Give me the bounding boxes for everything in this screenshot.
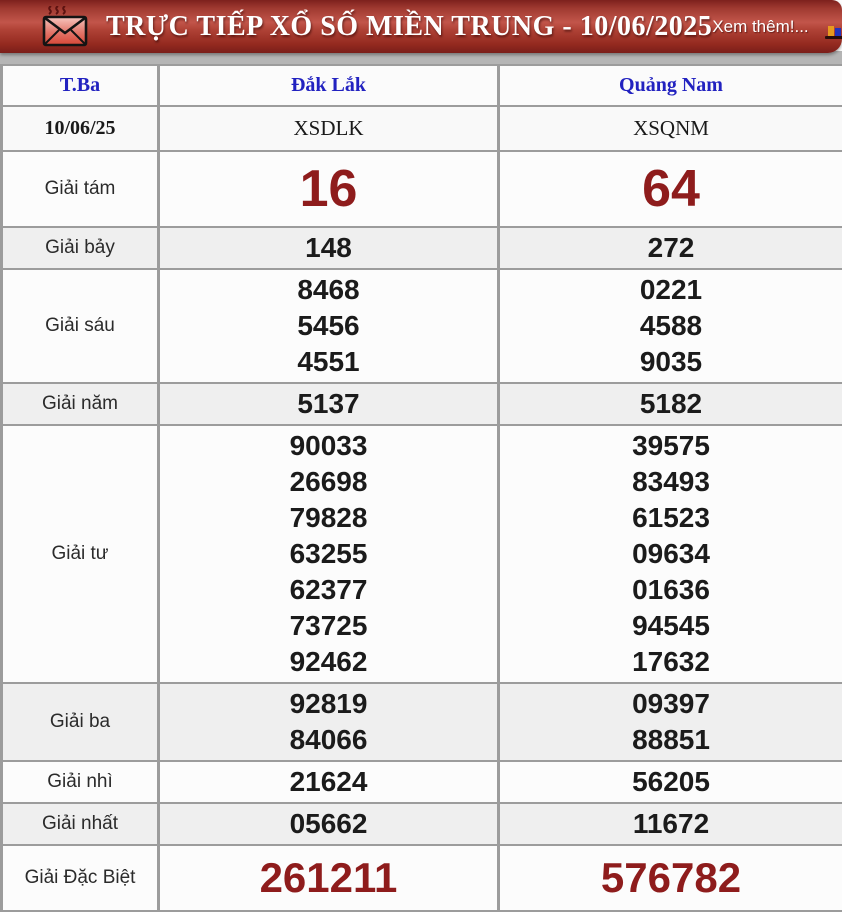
prize-number: 17632 <box>500 644 842 680</box>
prize-number: 261211 <box>160 848 497 908</box>
prize-row <box>2 761 842 803</box>
station-code-quangnam: XSQNM <box>499 106 842 151</box>
prize-number: 63255 <box>160 536 497 572</box>
prize-number: 9035 <box>500 344 842 380</box>
prize-row <box>2 269 842 383</box>
prize-number: 0221 <box>500 272 842 308</box>
prize-label: Giải tám <box>2 151 159 227</box>
results-table <box>0 64 842 912</box>
prize-label: Giải tư <box>2 425 159 683</box>
prize-row <box>2 683 842 761</box>
prize-row <box>2 425 842 683</box>
prize-number: 62377 <box>160 572 497 608</box>
prize-number: 92462 <box>160 644 497 680</box>
prize-number: 83493 <box>500 464 842 500</box>
date-row <box>2 106 842 151</box>
prize-values-daklak <box>159 683 499 761</box>
prize-number: 09397 <box>500 686 842 722</box>
weekday-row <box>2 65 842 106</box>
station-code-daklak: XSDLK <box>159 106 499 151</box>
prize-number: 61523 <box>500 500 842 536</box>
prize-values-daklak <box>159 803 499 845</box>
prize-number: 73725 <box>160 608 497 644</box>
prize-number: 56205 <box>500 764 842 800</box>
prize-values-daklak <box>159 227 499 269</box>
prize-values-quangnam <box>499 845 842 911</box>
prize-number: 05662 <box>160 806 497 842</box>
prize-label: Giải Đặc Biệt <box>2 845 159 911</box>
prize-label: Giải ba <box>2 683 159 761</box>
bar-chart-icon[interactable] <box>823 13 842 40</box>
prize-number: 01636 <box>500 572 842 608</box>
prize-number: 4588 <box>500 308 842 344</box>
prize-number: 272 <box>500 230 842 266</box>
prize-values-quangnam <box>499 227 842 269</box>
prize-number: 09634 <box>500 536 842 572</box>
prize-row <box>2 845 842 911</box>
prize-values-daklak <box>159 383 499 425</box>
prize-number: 64 <box>500 154 842 224</box>
prize-values-quangnam <box>499 425 842 683</box>
prize-number: 11672 <box>500 806 842 842</box>
prize-label: Giải bảy <box>2 227 159 269</box>
prize-number: 148 <box>160 230 497 266</box>
prize-label: Giải sáu <box>2 269 159 383</box>
prize-label: Giải nhất <box>2 803 159 845</box>
draw-date: 10/06/25 <box>2 106 159 151</box>
prize-values-quangnam <box>499 683 842 761</box>
red-header-bar <box>0 0 842 53</box>
prize-number: 26698 <box>160 464 497 500</box>
prize-values-quangnam <box>499 761 842 803</box>
prize-values-daklak <box>159 425 499 683</box>
prize-number: 79828 <box>160 500 497 536</box>
prize-row <box>2 803 842 845</box>
page-title: TRỰC TIẾP XỔ SỐ MIỀN TRUNG - 10/06/2025 <box>106 11 712 43</box>
prize-number: 5137 <box>160 386 497 422</box>
prize-number: 84066 <box>160 722 497 758</box>
prize-values-quangnam <box>499 269 842 383</box>
prize-values-daklak <box>159 269 499 383</box>
prize-values-daklak <box>159 845 499 911</box>
prize-number: 5456 <box>160 308 497 344</box>
prize-label: Giải nhì <box>2 761 159 803</box>
prize-number: 39575 <box>500 428 842 464</box>
prize-values-daklak <box>159 761 499 803</box>
prize-number: 88851 <box>500 722 842 758</box>
prize-number: 4551 <box>160 344 497 380</box>
prize-number: 8468 <box>160 272 497 308</box>
prize-number: 21624 <box>160 764 497 800</box>
prize-number: 90033 <box>160 428 497 464</box>
more-link[interactable]: Xem thêm!... <box>712 17 808 37</box>
prize-row <box>2 383 842 425</box>
prize-row <box>2 151 842 227</box>
prize-number: 16 <box>160 154 497 224</box>
prize-values-quangnam <box>499 151 842 227</box>
weekday-label: T.Ba <box>2 65 159 106</box>
prize-values-daklak <box>159 151 499 227</box>
title-bar <box>0 0 842 64</box>
prize-number: 5182 <box>500 386 842 422</box>
prize-label: Giải năm <box>2 383 159 425</box>
prize-number: 576782 <box>500 848 842 908</box>
prize-values-quangnam <box>499 383 842 425</box>
prize-values-quangnam <box>499 803 842 845</box>
prize-number: 92819 <box>160 686 497 722</box>
province-daklak[interactable]: Đắk Lắk <box>159 65 499 106</box>
prize-row <box>2 227 842 269</box>
prize-number: 94545 <box>500 608 842 644</box>
hot-envelope-icon <box>40 6 92 48</box>
province-quangnam[interactable]: Quảng Nam <box>499 65 842 106</box>
